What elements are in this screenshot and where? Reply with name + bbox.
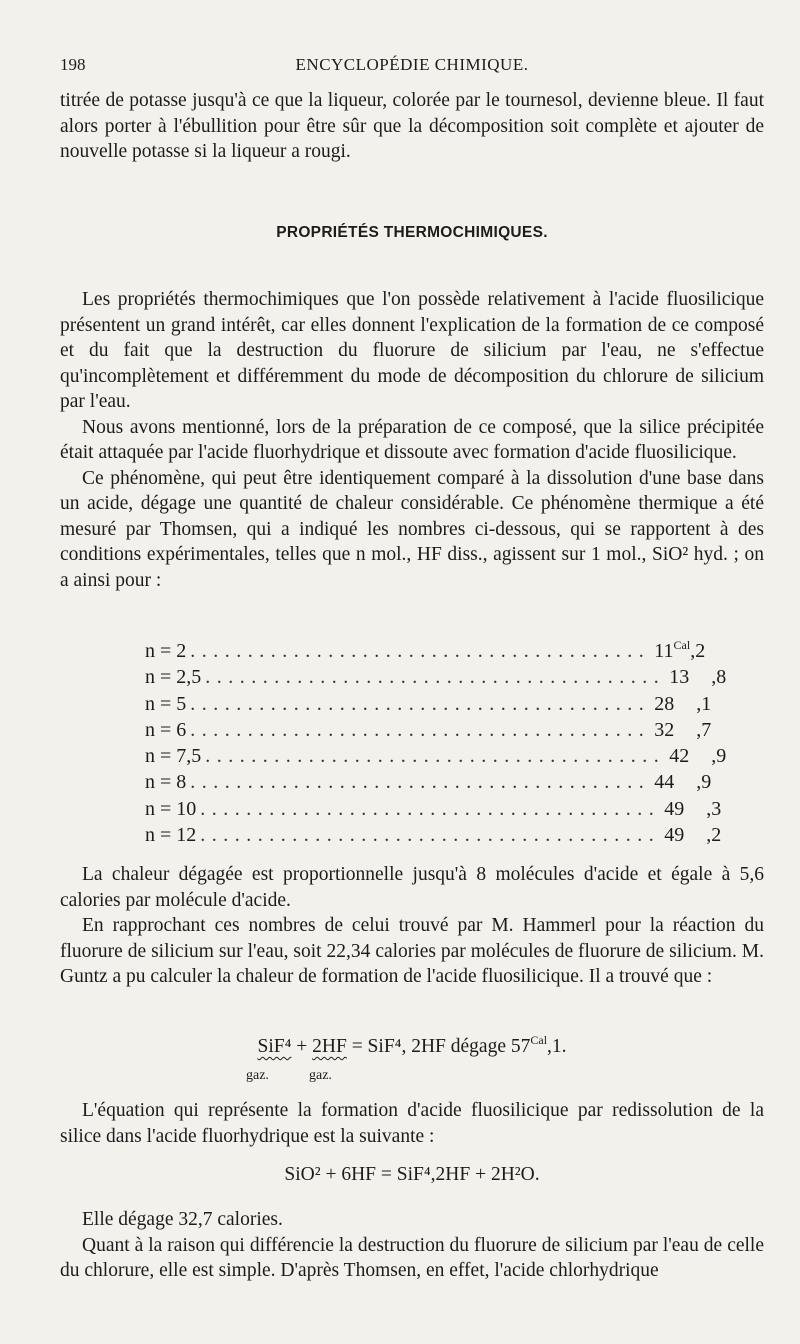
table-value-integer: 28 [654,692,675,715]
table-row-leader-dots: ........................................ [190,771,651,794]
table-row-leader-dots: ........................................ [200,797,661,820]
equation-1-rhs: = SiF⁴, 2HF dégage 57 [351,1036,531,1057]
table-row-leader-dots: ........................................ [205,666,666,689]
paragraph-3: Ce phénomène, qui peut être identiquement comparé à la dissolution d'une base dans un acide, dégage une quantité de chaleur considérable. Ce phénomène thermique a été mesuré par Thomsen, qui a indiqué les nombres ci-dessous, qui se rapportent à des conditions expérimentales, telles que n mol., HF diss., agissent sur 1 mol., SiO² hyd. ; on a ainsi pour : [60,467,764,591]
final-paragraph-1: Elle dégage 32,7 calories. [82,1209,283,1230]
after-table-paragraph-1: La chaleur dégagée est proportionnelle jusqu'à 8 molécules d'acide et égale à 5,6 calories par molécule d'acide. [60,864,764,911]
mid-paragraph: L'équation qui représente la formation d'acide fluosilicique par redissolution de la silice dans l'acide fluorhydrique est la suivante : [60,1100,764,1147]
table-value-integer: 11 [654,640,674,662]
table-value-integer: 13 [669,666,690,689]
equation-1-unit: Cal [530,1033,548,1047]
table-row-leader-dots: ........................................ [205,745,666,768]
equation-1-tail: ,1. [547,1036,567,1057]
table-row-label: n = 10 [145,797,197,820]
table-row-label: n = 2,5 [145,666,202,689]
table-value-decimal: ,7 [696,718,712,741]
table-row [145,797,722,824]
equation-2: SiO² + 6HF = SiF⁴,2HF + 2H²O. [284,1164,540,1185]
table-value-decimal: ,2 [690,640,706,662]
table-row-label: n = 8 [145,771,187,794]
table-value-decimal: ,3 [706,797,722,820]
running-header [60,55,764,79]
final-paragraph-2: Quant à la raison qui différencie la destruction du fluorure de silicium par l'eau de celle du chlorure, elle est simple. D'après Thomsen, en effet, l'acide chlorhydrique [60,1234,764,1281]
table-value-integer: 32 [654,718,675,741]
table-row-leader-dots: ........................................ [190,640,651,662]
mid-paragraph-block [60,1098,764,1149]
page-number: 198 [60,55,86,74]
paragraph-1: Les propriétés thermochimiques que l'on possède relativement à l'acide fluosilicique présentent un grand intérêt, car elles donnent l'explication de la formation de ce composé et du fait que la destruction du fluorure de silicium par l'eau, ne s'effectue qu'incomplètement et différemment du mode de décomposition du chlorure de silicium par l'eau. [60,289,764,412]
table-row-value [650,640,705,663]
table-row [145,666,727,692]
table-row-leader-dots: ........................................ [190,718,651,741]
table-row-value [650,693,711,716]
paragraphs-block [60,287,764,593]
intro-paragraph: titrée de potasse jusqu'à ce que la liqueur, colorée par le tournesol, devienne bleue. Il faut alors porter à l'ébullition pour être sûr que la décomposition soit complète et ajouter de nouvelle potasse si la liqueur a rougi. [60,90,764,162]
paragraph-2: Nous avons mentionné, lors de la préparation de ce composé, que la silice précipitée était attaquée par l'acide fluorhydrique et dissoute avec formation d'acide fluosilicique. [60,416,764,463]
equation-1-lhs1: SiF⁴ [257,1036,292,1057]
table-row-value [660,824,721,847]
table-value-integer: 42 [669,745,690,768]
table-row [145,824,722,850]
table-row [145,771,712,797]
equation-1-lhs2: 2HF [312,1036,347,1057]
table-row [145,640,705,666]
table-value-decimal: ,1 [696,692,712,715]
table-value-integer: 49 [664,797,685,820]
table-row-value [665,745,726,768]
running-title: ENCYCLOPÉDIE CHIMIQUE. [295,55,529,74]
section-heading: PROPRIÉTÉS THERMOCHIMIQUES. [276,224,548,241]
table-value-decimal: ,2 [706,824,722,847]
table-value-decimal: ,9 [711,745,727,768]
after-table-block [60,862,764,990]
intro-block [60,88,764,165]
table-value-integer: 49 [664,824,685,847]
table-value-unit: Cal [673,638,691,652]
table-value-decimal: ,8 [711,666,727,689]
table-row-leader-dots: ........................................ [190,692,651,715]
gaz-label-2: gaz. [309,1068,332,1083]
table-row-label: n = 6 [145,718,187,741]
table-row-label: n = 7,5 [145,745,202,768]
table-row-value [660,798,721,821]
table-row-value [665,666,726,689]
thermochemical-table [145,638,727,850]
gaz-label-1: gaz. [246,1068,269,1083]
table-row-value [650,719,711,742]
table-row-value [650,771,711,794]
after-table-paragraph-2: En rapprochant ces nombres de celui trouvé par M. Hammerl pour la réaction du fluorure de silicium sur l'eau, soit 22,34 calories par molécules de fluorure de silicium. M. Guntz a pu calculer la chaleur de formation de l'acide fluosilicique. Il a trouvé que : [60,915,764,987]
table-row-label: n = 12 [145,824,197,847]
equation-1-plus: + [296,1036,308,1057]
table-row [145,745,727,771]
table-row-leader-dots: ........................................ [200,824,661,847]
table-row [145,718,712,745]
table-value-decimal: ,9 [696,771,712,794]
table-value-integer: 44 [654,771,675,794]
equation-1 [60,1033,764,1058]
table-row-label: n = 5 [145,692,187,715]
table-row [145,692,712,719]
table-row-label: n = 2 [145,640,187,662]
final-block [60,1207,764,1284]
